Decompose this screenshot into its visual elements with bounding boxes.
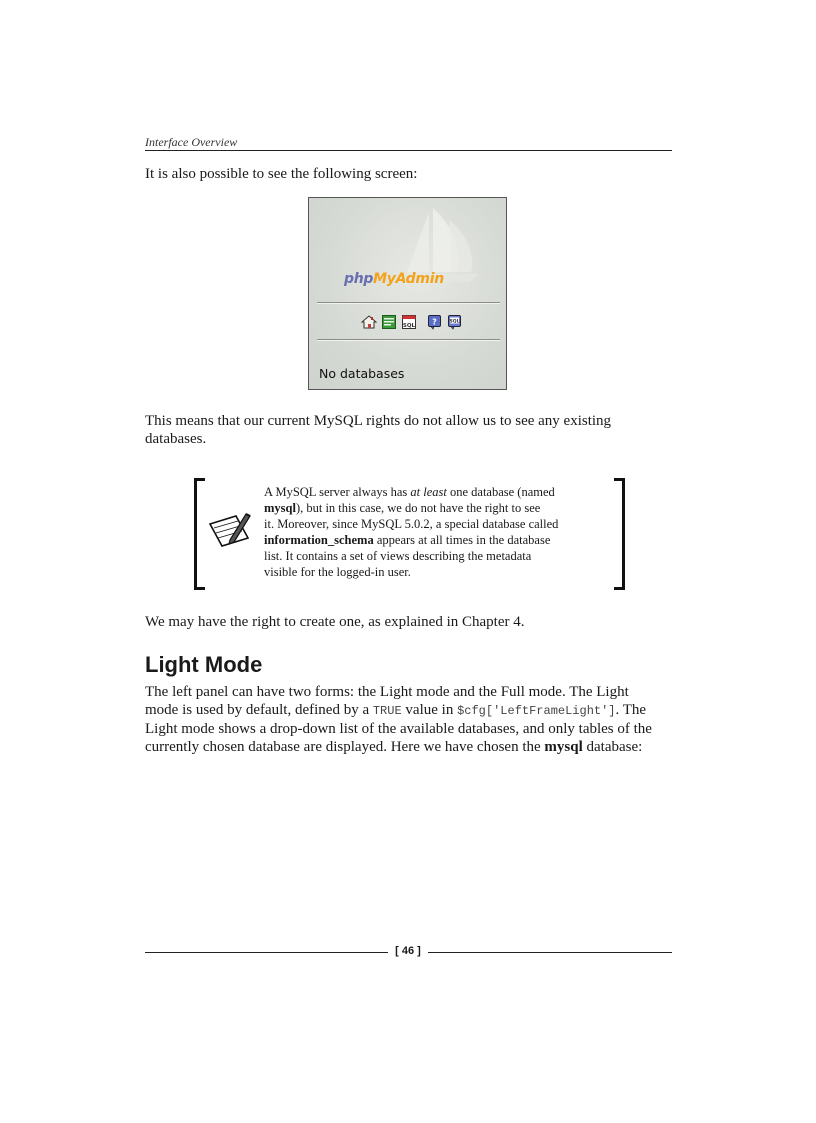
tip-bracket-right: [614, 478, 625, 590]
light-mode-paragraph: The left panel can have two forms: the Light mode and the Full mode. The Light mode is used by default, defined by a TRUE value in $cfg['LeftFrameLight']. The Light mode shows a drop-down list of the available databases, and only tables of the currently chosen database are displayed. Here we have chosen the mysql database:: [145, 684, 652, 755]
divider: [317, 339, 500, 341]
footer-rule-right: [428, 952, 672, 953]
phpmyadmin-logo: phpMyAdmin: [344, 271, 444, 287]
pen-note-icon: [206, 510, 252, 550]
footer-rule-left: [145, 952, 388, 953]
header-rule: [145, 150, 672, 151]
divider: [317, 302, 500, 304]
query-window-icon[interactable]: [381, 314, 397, 330]
tip-bracket-left: [194, 478, 205, 590]
svg-text:SQL: SQL: [449, 319, 460, 325]
docs-icon[interactable]: [427, 314, 443, 330]
svg-text:?: ?: [432, 317, 437, 327]
intro-paragraph: It is also possible to see the following screen:: [145, 166, 418, 182]
create-paragraph: We may have the right to create one, as explained in Chapter 4.: [145, 614, 525, 630]
section-title: Light Mode: [145, 652, 263, 677]
home-icon[interactable]: [361, 314, 377, 330]
sql-docs-icon[interactable]: [447, 314, 463, 330]
svg-text:SQL: SQL: [402, 323, 416, 329]
tip-text: A MySQL server always has at least one database (named mysql), but in this case, we do not have the right to see it. Moreover, since MySQL 5.0.2, a special database called information_schema appears at all times in the database list. It contains a set of views describing the metadata visible for the logged-in user.: [264, 485, 559, 579]
toolbar-icons: [361, 314, 463, 330]
sql-icon[interactable]: [401, 314, 417, 330]
rights-paragraph: This means that our current MySQL rights do not allow us to see any existing databases.: [145, 413, 612, 447]
page-number: [ 46 ]: [395, 945, 421, 957]
phpmyadmin-screenshot: [308, 197, 507, 390]
no-databases-label: No databases: [319, 366, 405, 381]
running-header: Interface Overview: [145, 135, 238, 149]
